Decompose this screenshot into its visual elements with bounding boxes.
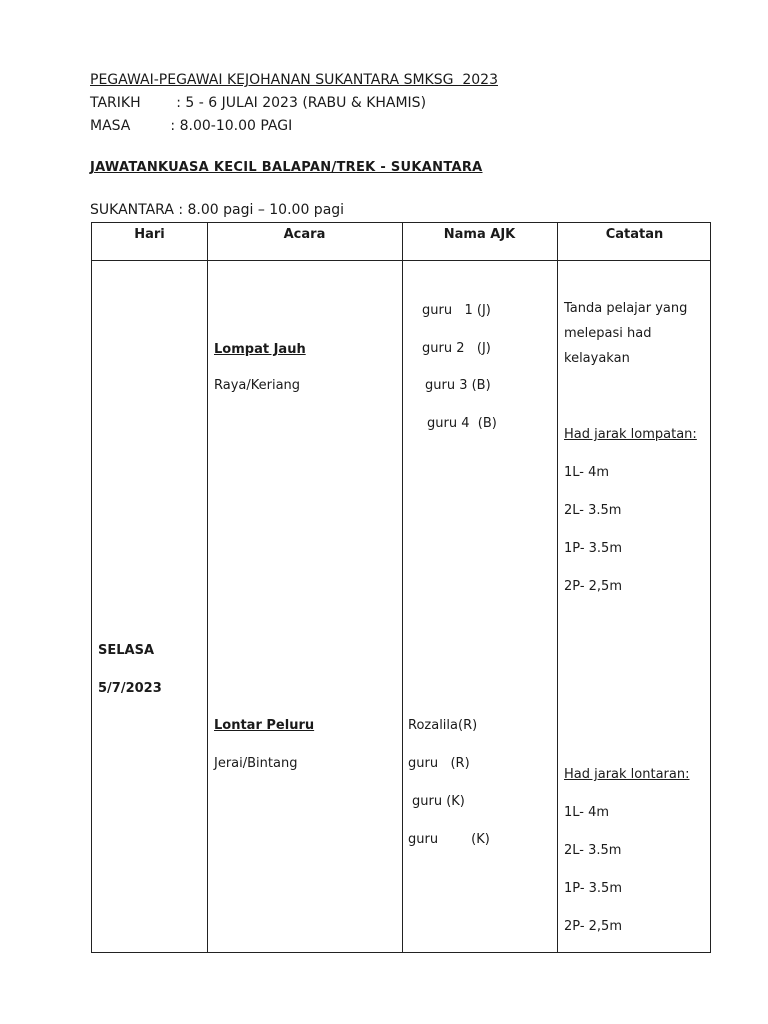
staff-item: guru 2 (J) <box>422 341 491 356</box>
event-lontar-peluru-houses: Jerai/Bintang <box>214 756 298 771</box>
schedule-table <box>91 222 711 953</box>
staff-item: guru 4 (B) <box>427 416 497 431</box>
limit-title-lompatan: Had jarak lompatan: <box>564 427 697 442</box>
header-divider <box>92 260 710 261</box>
staff-item: guru (R) <box>408 756 470 771</box>
header-hari: Hari <box>134 227 165 242</box>
limit-item: 1L- 4m <box>564 805 610 820</box>
session-line: SUKANTARA : 8.00 pagi – 10.00 pagi <box>90 202 345 218</box>
staff-item: guru (K) <box>408 832 490 847</box>
staff-item: guru (K) <box>412 794 465 809</box>
day-name: SELASA <box>98 643 155 658</box>
limit-title-lontaran: Had jarak lontaran: <box>564 767 690 782</box>
event-lompat-jauh: Lompat Jauh <box>214 342 306 357</box>
event-lontar-peluru: Lontar Peluru <box>214 718 315 733</box>
limit-item: 1L- 4m <box>564 465 610 480</box>
col-divider-2 <box>402 223 403 952</box>
staff-item: Rozalila(R) <box>408 718 478 733</box>
time-line: MASA : 8.00-10.00 PAGI <box>90 118 293 134</box>
day-date: 5/7/2023 <box>98 681 162 696</box>
note-line: Tanda pelajar yang <box>564 301 688 316</box>
note-line: melepasi had <box>564 326 652 341</box>
header-catatan: Catatan <box>605 227 664 242</box>
staff-item: guru 3 (B) <box>425 378 491 393</box>
limit-item: 2P- 2,5m <box>564 919 622 934</box>
staff-item: guru 1 (J) <box>422 303 491 318</box>
date-line: TARIKH : 5 - 6 JULAI 2023 (RABU & KHAMIS) <box>90 95 427 111</box>
limit-item: 1P- 3.5m <box>564 881 622 896</box>
note-line: kelayakan <box>564 351 630 366</box>
col-divider-3 <box>557 223 558 952</box>
committee-title: JAWATANKUASA KECIL BALAPAN/TREK - SUKANTARA <box>90 160 483 175</box>
header-acara: Acara <box>283 227 326 242</box>
limit-item: 2L- 3.5m <box>564 843 622 858</box>
limit-item: 1P- 3.5m <box>564 541 622 556</box>
limit-item: 2L- 3.5m <box>564 503 622 518</box>
col-divider-1 <box>207 223 208 952</box>
event-lompat-jauh-houses: Raya/Keriang <box>214 378 301 393</box>
header-nama-ajk: Nama AJK <box>443 227 516 242</box>
limit-item: 2P- 2,5m <box>564 579 622 594</box>
document-title: PEGAWAI-PEGAWAI KEJOHANAN SUKANTARA SMKSG 2023 <box>90 72 498 88</box>
